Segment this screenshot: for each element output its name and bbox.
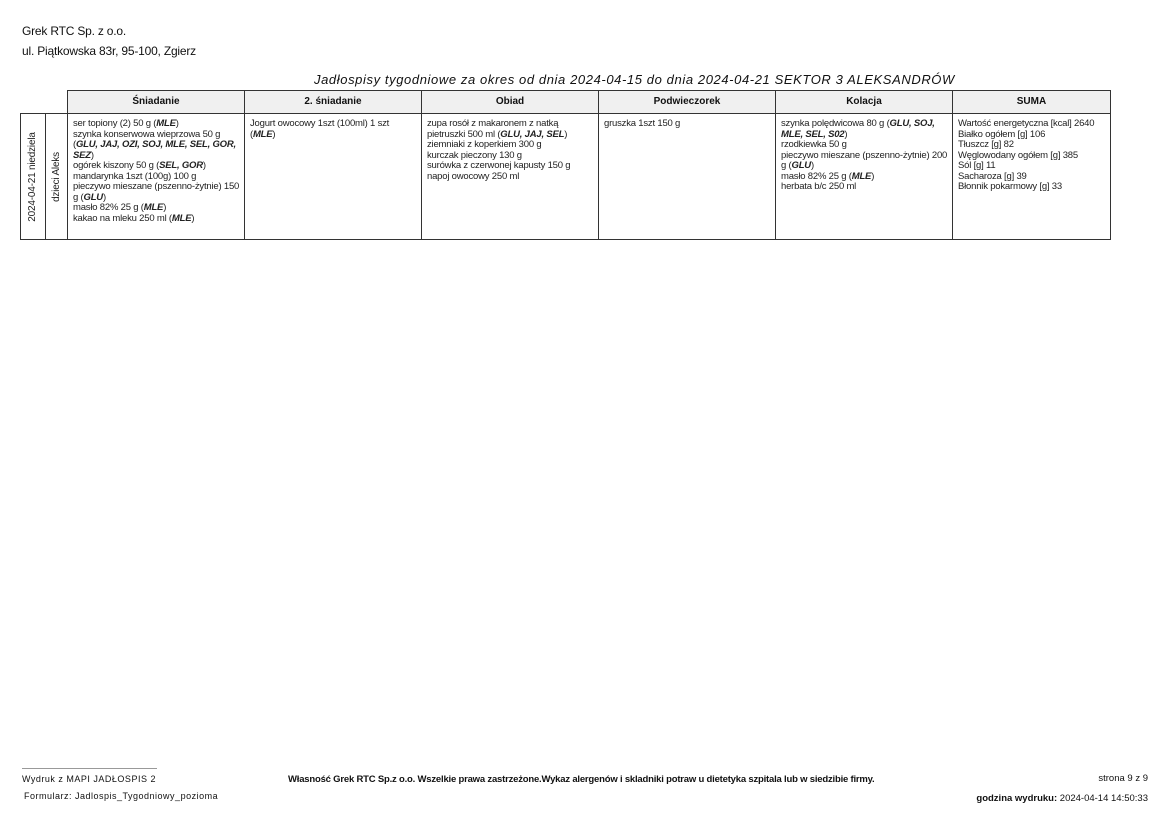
line-text: )	[175, 118, 179, 129]
line-text: Błonnik pokarmowy [g] 33	[958, 181, 1062, 192]
line-text: )	[102, 191, 106, 203]
line-text: Sacharoza [g] 39	[958, 170, 1027, 182]
line-text: )	[810, 160, 814, 171]
line-text: )	[272, 128, 276, 140]
allergen-code: MLE	[156, 118, 176, 129]
line-text: mandarynka 1szt (100g) 100 g	[73, 170, 197, 182]
line-text: )	[844, 128, 848, 140]
line-text: Węglowodany ogółem [g] 385	[958, 149, 1078, 161]
line-text: (	[250, 128, 253, 140]
line-text: (	[73, 139, 76, 150]
print-time-label: godzina wydruku:	[976, 793, 1058, 804]
column-header-suma: SUMA	[953, 91, 1111, 114]
line-text: )	[871, 170, 875, 182]
line-text: szynka konserwowa wieprzowa 50 g	[73, 128, 221, 140]
line-text: pietruszki 500 ml (	[427, 128, 501, 140]
allergen-code: GLU, JAJ, OZI, SOJ, MLE, SEL, GOR,	[75, 139, 236, 150]
line-text: )	[564, 128, 568, 140]
group-cell	[46, 114, 68, 240]
print-timestamp	[976, 793, 1148, 804]
footer-form-name: Formularz: Jadlospis_Tygodniowy_pozioma	[24, 791, 219, 801]
company-name: Grek RTC Sp. z o.o.	[22, 24, 127, 38]
column-header-kolacja: Kolacja	[776, 91, 953, 114]
document-title: Jadłospisy tygodniowe za okres od dnia 2024-04-15 do dnia 2024-04-21 SEKTOR 3 ALEKSANDRÓW	[314, 72, 955, 87]
line-text: Sól [g] 11	[958, 160, 996, 171]
line-text: ziemniaki z koperkiem 300 g	[427, 139, 542, 150]
line-text: Białko ogółem [g] 106	[958, 128, 1046, 140]
cell-line	[73, 140, 240, 151]
allergen-code: GLU, JAJ, SEL	[500, 128, 565, 140]
company-address: ul. Piątkowska 83r, 95-100, Zgierz	[22, 44, 196, 58]
line-text: ogórek kiszony 50 g (	[73, 160, 160, 171]
allergen-code: MLE	[171, 212, 192, 224]
line-text: Jogurt owocowy 1szt (100ml) 1 szt	[250, 118, 390, 129]
line-text: masło 82% 25 g (	[781, 170, 852, 182]
line-text: g (	[73, 191, 84, 203]
line-text: )	[163, 202, 167, 213]
line-text: )	[191, 212, 195, 224]
date-cell	[21, 114, 46, 240]
cell-line	[781, 182, 948, 193]
meal-cell-drugie-sniadanie	[245, 114, 422, 240]
allergen-code: GLU	[83, 191, 103, 203]
cell-line	[73, 214, 240, 225]
group-label: dzieci Aleks	[50, 151, 62, 202]
line-text: herbata b/c 250 ml	[781, 181, 857, 192]
line-text: ser topiony (2) 50 g (	[73, 118, 157, 129]
allergen-code: MLE	[252, 128, 273, 140]
line-text: )	[202, 160, 206, 171]
table-row	[21, 114, 1111, 240]
allergen-code: GLU	[791, 160, 811, 171]
meal-cell-obiad	[422, 114, 599, 240]
column-header-sniadanie: Śniadanie	[68, 91, 245, 114]
line-text: Tłuszcz [g] 82	[958, 139, 1014, 150]
line-text: gruszka 1szt 150 g	[604, 118, 681, 129]
date-label: 2024-04-21 niedziela	[26, 131, 38, 222]
footer-divider	[22, 768, 157, 769]
cell-line	[250, 130, 417, 141]
column-header-podwieczorek: Podwieczorek	[599, 91, 776, 114]
cell-line	[958, 182, 1106, 193]
allergen-code: SEZ	[73, 149, 91, 161]
allergen-code: SEL, GOR	[159, 160, 203, 171]
line-text: pieczywo mieszane (pszenno-żytnie) 200	[781, 149, 948, 161]
allergen-code: MLE, SEL, S02	[781, 128, 845, 140]
line-text: kakao na mleku 250 ml (	[73, 212, 172, 224]
meal-cell-podwieczorek	[599, 114, 776, 240]
line-text: )	[90, 149, 94, 161]
column-header-obiad: Obiad	[422, 91, 599, 114]
line-text: surówka z czerwonej kapusty 150 g	[427, 160, 571, 171]
line-text: Wartość energetyczna [kcal] 2640	[958, 118, 1095, 129]
print-time-value: 2024-04-14 14:50:33	[1059, 793, 1148, 804]
header-blank-date	[21, 91, 46, 114]
column-header-drugie-sniadanie: 2. śniadanie	[245, 91, 422, 114]
line-text: zupa rosół z makaronem z natką	[427, 118, 559, 129]
cell-line	[604, 119, 771, 130]
meal-cell-sniadanie	[68, 114, 245, 240]
nutrition-summary-cell	[953, 114, 1111, 240]
line-text: masło 82% 25 g (	[73, 202, 144, 213]
line-text: g (	[781, 160, 792, 171]
line-text: pieczywo mieszane (pszenno-żytnie) 150	[73, 181, 240, 192]
table-header-row	[21, 91, 1111, 114]
line-text: napoj owocowy 250 ml	[427, 170, 520, 182]
footer-source: Wydruk z MAPI JADŁOSPIS 2	[22, 774, 156, 784]
page-number: strona 9 z 9	[1098, 773, 1148, 784]
footer-copyright: Własność Grek RTC Sp.z o.o. Wszelkie prawa zastrzeżone.Wykaz alergenów i skladniki potraw u dietetyka szpitala lub w siedzibie firmy.	[288, 774, 875, 785]
line-text: rzodkiewka 50 g	[781, 139, 847, 150]
allergen-code: MLE	[851, 170, 872, 182]
cell-line	[427, 172, 594, 183]
line-text: kurczak pieczony 130 g	[427, 149, 522, 161]
meal-cell-kolacja	[776, 114, 953, 240]
weekly-menu-table	[20, 90, 1111, 240]
allergen-code: GLU, SOJ,	[889, 118, 935, 129]
header-blank-group	[46, 91, 68, 114]
allergen-code: MLE	[143, 202, 164, 213]
line-text: szynka polędwicowa 80 g (	[781, 118, 890, 129]
